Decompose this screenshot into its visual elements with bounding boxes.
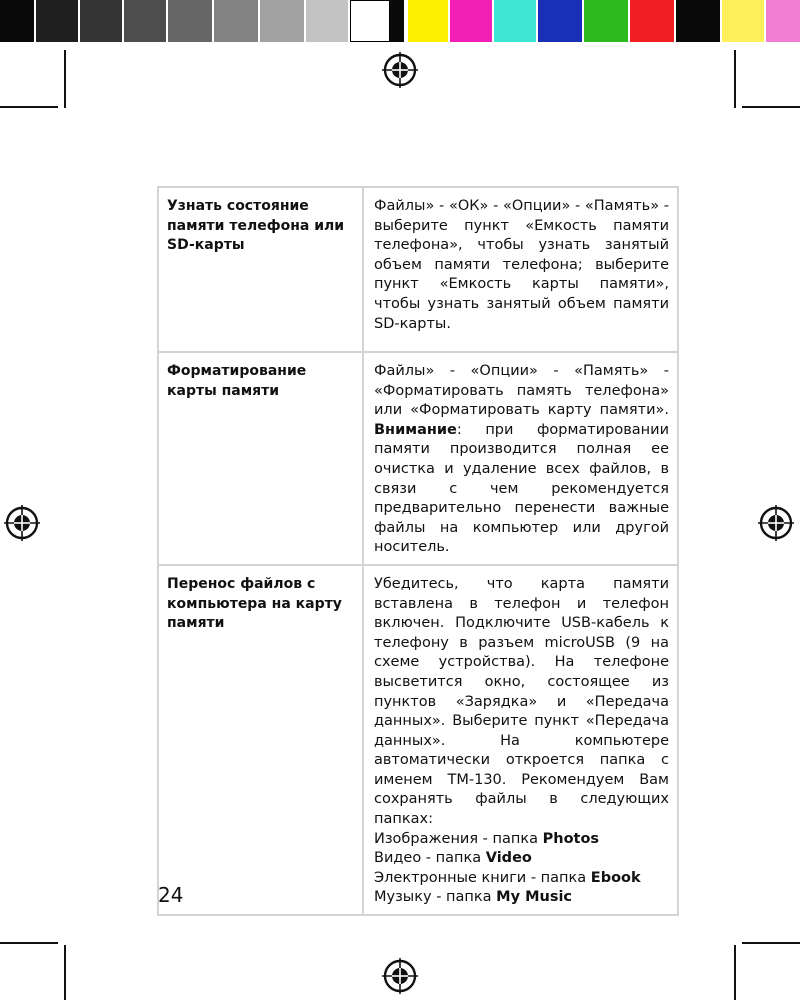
registration-mark-icon	[382, 958, 418, 994]
calibration-swatch	[408, 0, 448, 42]
crop-mark	[734, 945, 736, 1000]
crop-mark	[742, 942, 800, 944]
registration-mark-icon	[758, 505, 794, 541]
row-title: Форматирование карты памяти	[158, 352, 363, 565]
registration-mark-icon	[382, 52, 418, 88]
registration-mark-icon	[4, 505, 40, 541]
calibration-swatch	[0, 0, 34, 42]
calibration-swatch	[538, 0, 582, 42]
crop-mark	[64, 50, 66, 108]
crop-mark	[742, 106, 800, 108]
calibration-swatch	[722, 0, 764, 42]
calibration-swatch	[214, 0, 258, 42]
calibration-swatch	[766, 0, 800, 42]
folder-item: Электронные книги - папка Ebook	[374, 869, 641, 886]
calibration-swatch	[450, 0, 492, 42]
instruction-table	[157, 186, 679, 916]
folder-name: Video	[485, 850, 532, 867]
page-number: 24	[158, 883, 184, 907]
folder-name: Ebook	[590, 869, 641, 886]
crop-mark	[734, 50, 736, 108]
folder-item: Видео - папка Video	[374, 850, 532, 867]
row-description	[363, 352, 678, 565]
folder-item: Изображения - папка Photos	[374, 830, 600, 847]
calibration-swatch	[306, 0, 348, 42]
folder-name: My Music	[496, 889, 573, 906]
color-calibration-bar	[0, 0, 800, 42]
crop-mark	[0, 106, 58, 108]
calibration-swatch	[390, 0, 404, 42]
warning-label: Внимание	[374, 421, 457, 438]
folder-name: Photos	[542, 830, 600, 847]
calibration-swatch	[584, 0, 628, 42]
crop-mark	[0, 942, 58, 944]
calibration-swatch	[36, 0, 78, 42]
calibration-swatch	[676, 0, 720, 42]
warning-text: : при форматировании памяти производится полная ее очистка и удаление всех файлов, в связи с чем рекомендуется предварительно перенести важные файлы на компьютер или другой носитель.	[374, 421, 669, 556]
calibration-swatch	[494, 0, 536, 42]
table-row	[158, 187, 678, 352]
calibration-swatch	[350, 0, 390, 42]
crop-mark	[64, 945, 66, 1000]
row-description: Файлы» - «ОК» - «Опции» - «Память» - выберите пункт «Емкость памяти телефона», чтобы узнать занятый объем памяти телефона; выберите пункт «Емкость карты памяти», чтобы узнать занятый объем памяти SD-карты.	[363, 187, 678, 352]
calibration-swatch	[168, 0, 212, 42]
row-title: Перенос файлов с компьютера на карту памяти	[158, 565, 363, 915]
row-description	[363, 565, 678, 915]
calibration-swatch	[80, 0, 122, 42]
table-row	[158, 352, 678, 565]
calibration-swatch	[630, 0, 674, 42]
folder-item: Музыку - папка My Music	[374, 889, 573, 906]
row-description-text: Файлы» - «Опции» - «Память» - «Форматировать память телефона» или «Форматировать карту памяти».	[374, 363, 669, 419]
table-row	[158, 565, 678, 915]
row-title: Узнать состояние памяти телефона или SD-карты	[158, 187, 363, 352]
calibration-swatch	[260, 0, 304, 42]
calibration-swatch	[124, 0, 166, 42]
row-description-text: Убедитесь, что карта памяти вставлена в телефон и телефон включен. Подключите USB-кабель к телефону в разъем microUSB (9 на схеме устройства). На телефоне высветится окно, состоящее из пунктов «Зарядка» и «Передача данных». Выберите пункт «Передача данных». На компьютере автоматически откроется папка с именем TM-130. Рекомендуем Вам сохранять файлы в следующих папках:	[374, 575, 669, 828]
